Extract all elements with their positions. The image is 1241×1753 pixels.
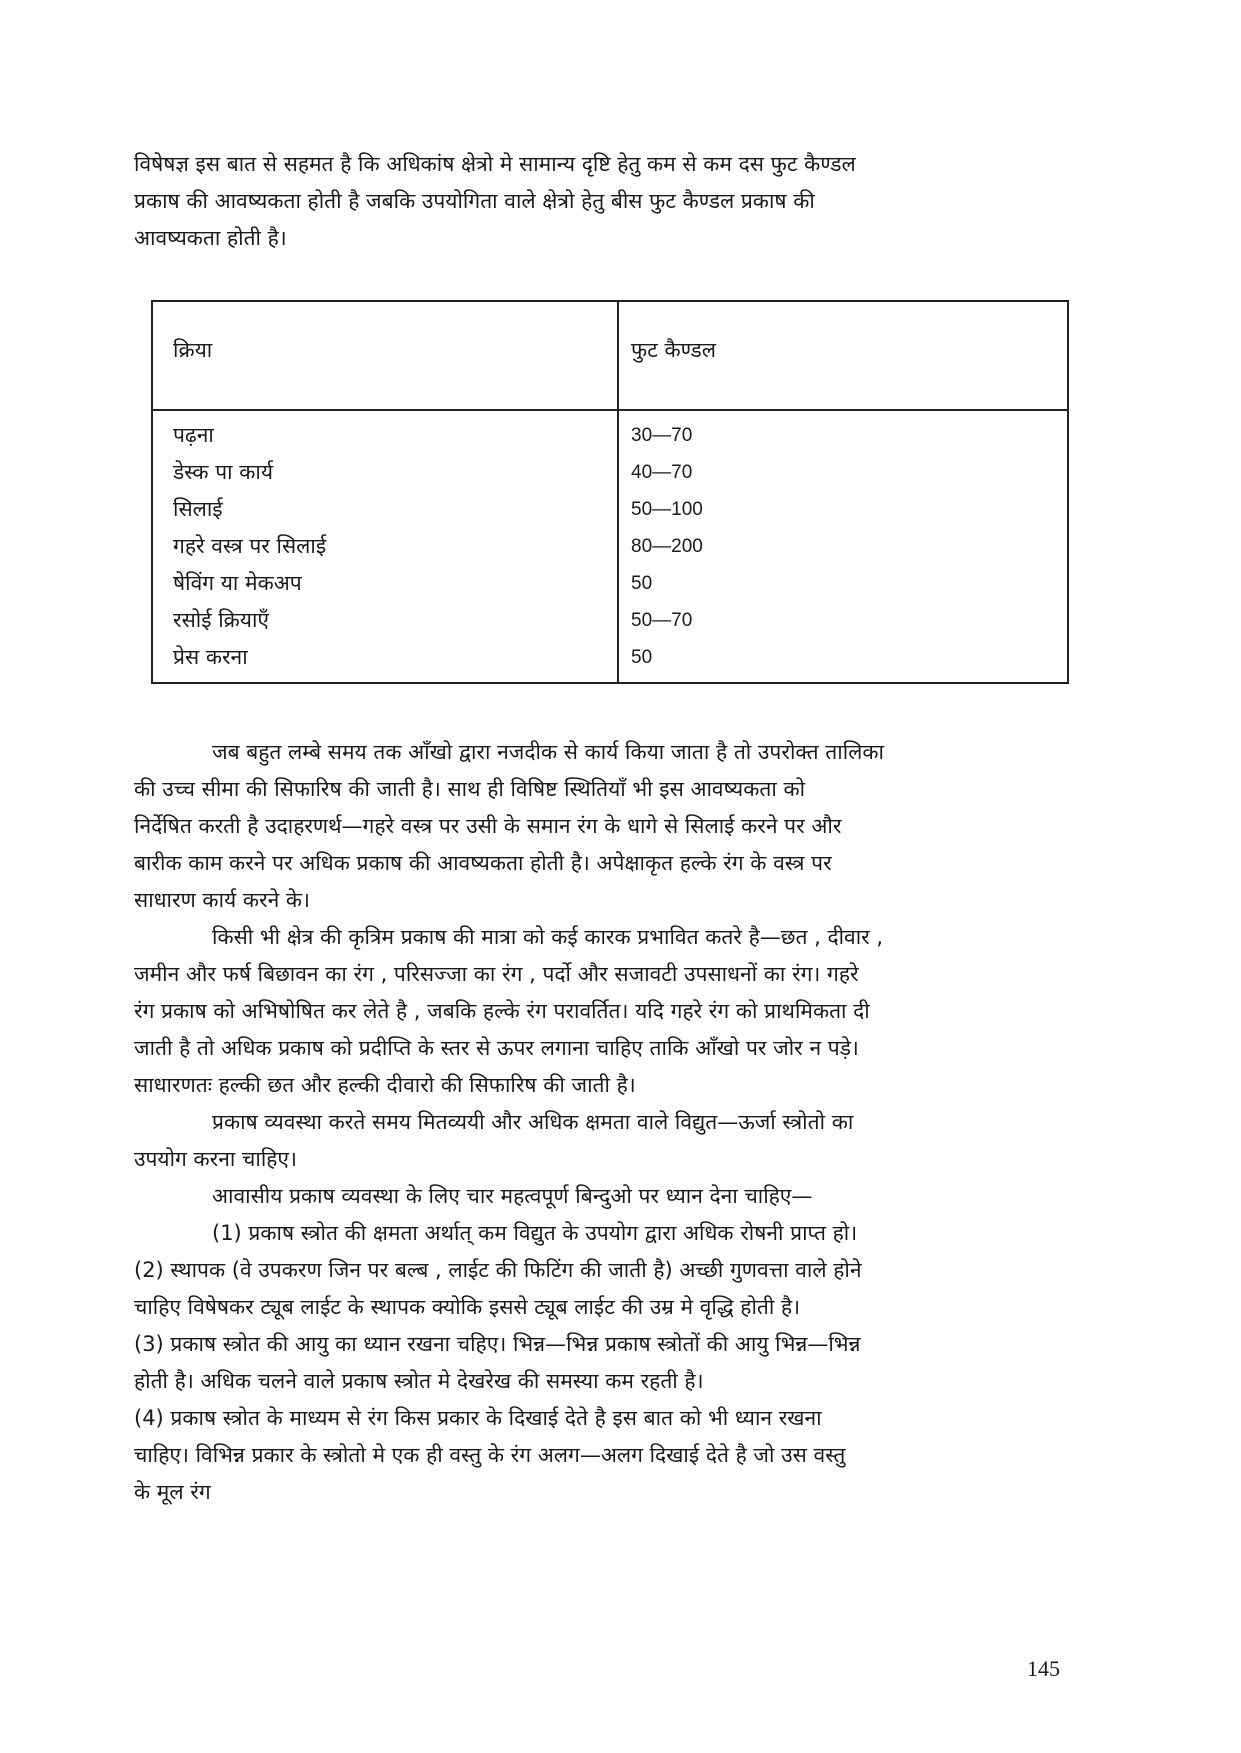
- table-row: [152, 491, 1068, 528]
- body-line: (3) प्रकाष स्त्रोत की आयु का ध्यान रखना चहिए। भिन्न—भिन्न प्रकाष स्त्रोतों की आयु भिन्न—भिन्न: [134, 1332, 861, 1356]
- table-header-row: [152, 301, 1068, 410]
- body-line: जब बहुत लम्बे समय तक आँखो द्वारा नजदीक से कार्य किया जाता है तो उपरोक्त तालिका: [212, 740, 884, 764]
- activity-cell: षेविंग या मेकअप: [152, 565, 618, 602]
- table-row: [152, 565, 1068, 602]
- activity-cell: प्रेस करना: [152, 639, 618, 683]
- header-activity: क्रिया: [152, 301, 618, 410]
- body-line: के मूल रंग: [134, 1480, 211, 1504]
- body-line: (1) प्रकाष स्त्रोत की क्षमता अर्थात् कम विद्युत के उपयोग द्वारा अधिक रोषनी प्राप्त हो।: [212, 1221, 858, 1245]
- table-row: [152, 528, 1068, 565]
- body-line: चाहिए। विभिन्न प्रकार के स्त्रोतो मे एक ही वस्तु के रंग अलग—अलग दिखाई देते है जो उस वस्तु: [134, 1443, 846, 1467]
- body-line: साधारणतः हल्की छत और हल्की दीवारो की सिफारिष की जाती है।: [134, 1073, 636, 1097]
- footcandle-cell: 30—70: [618, 410, 1068, 454]
- table-row: [152, 410, 1068, 454]
- body-line: होती है। अधिक चलने वाले प्रकाष स्त्रोत मे देखरेख की समस्या कम रहती है।: [134, 1369, 704, 1393]
- footcandle-cell: 50: [618, 565, 1068, 602]
- activity-cell: गहरे वस्त्र पर सिलाई: [152, 528, 618, 565]
- intro-paragraph: [134, 146, 1056, 257]
- footcandle-cell: 50: [618, 639, 1068, 683]
- body-line: निर्देषित करती है उदाहरणर्थ—गहरे वस्त्र पर उसी के समान रंग के धागे से सिलाई करने पर और: [134, 814, 842, 838]
- body-line: आवासीय प्रकाष व्यवस्था के लिए चार महत्वपूर्ण बिन्दुओ पर ध्यान देना चाहिए—: [212, 1184, 813, 1208]
- body-line: जाती है तो अधिक प्रकाष को प्रदीप्ति के स्तर से ऊपर लगाना चाहिए ताकि आँखो पर जोर न पड़े।: [134, 1036, 859, 1060]
- page-number: 145: [1027, 1656, 1060, 1681]
- body-line: चाहिए विषेषकर ट्यूब लाईट के स्थापक क्योकि इससे ट्यूब लाईट की उम्र मे वृद्धि होती है।: [134, 1295, 801, 1319]
- footcandle-cell: 80—200: [618, 528, 1068, 565]
- body-line: किसी भी क्षेत्र की कृत्रिम प्रकाष की मात्रा को कई कारक प्रभावित कतरे है—छत , दीवार ,: [212, 925, 884, 949]
- body-line: रंग प्रकाष को अभिषोषित कर लेते है , जबकि हल्के रंग परावर्तित। यदि गहरे रंग को प्राथमिकता दी: [134, 999, 870, 1023]
- body-line: बारीक काम करने पर अधिक प्रकाष की आवष्यकता होती है। अपेक्षाकृत हल्के रंग के वस्त्र पर: [134, 851, 832, 875]
- footcandle-table: [151, 300, 1069, 684]
- footcandle-cell: 40—70: [618, 454, 1068, 491]
- body-line: (4) प्रकाष स्त्रोत के माध्यम से रंग किस प्रकार के दिखाई देते है इस बात को भी ध्यान रखना: [134, 1406, 822, 1430]
- intro-line: प्रकाष की आवष्यकता होती है जबकि उपयोगिता वाले क्षेत्रो हेतु बीस फुट कैण्डल प्रकाष की: [134, 189, 815, 213]
- body-line: साधारण कार्य करने के।: [134, 888, 310, 912]
- intro-line: आवष्यकता होती है।: [134, 226, 287, 250]
- body-line: की उच्च सीमा की सिफारिष की जाती है। साथ ही विषिष्ट स्थितियाँ भी इस आवष्यकता को: [134, 777, 806, 801]
- activity-cell: डेस्क पा कार्य: [152, 454, 618, 491]
- activity-cell: रसोई क्रियाएँ: [152, 602, 618, 639]
- intro-line: विषेषज्ञ इस बात से सहमत है कि अधिकांष क्षेत्रो मे सामान्य दृष्टि हेतु कम से कम दस फुट कैण्डल: [134, 152, 856, 176]
- body-line: (2) स्थापक (वे उपकरण जिन पर बल्ब , लाईट की फिटिंग की जाती है) अच्छी गुणवत्ता वाले होने: [134, 1258, 862, 1282]
- table-row: [152, 602, 1068, 639]
- table-row: [152, 454, 1068, 491]
- activity-cell: सिलाई: [152, 491, 618, 528]
- footcandle-cell: 50—100: [618, 491, 1068, 528]
- footcandle-cell: 50—70: [618, 602, 1068, 639]
- body-line: प्रकाष व्यवस्था करते समय मितव्ययी और अधिक क्षमता वाले विद्युत—ऊर्जा स्त्रोतो का: [212, 1110, 854, 1134]
- body-line: उपयोग करना चाहिए।: [134, 1147, 297, 1171]
- table-row: [152, 639, 1068, 683]
- body-text: [134, 734, 1056, 1511]
- header-footcandle: फुट कैण्डल: [618, 301, 1068, 410]
- body-line: जमीन और फर्ष बिछावन का रंग , परिसज्जा का रंग , पर्दो और सजावटी उपसाधनों का रंग। गहरे: [134, 962, 859, 986]
- activity-cell: पढ़ना: [152, 410, 618, 454]
